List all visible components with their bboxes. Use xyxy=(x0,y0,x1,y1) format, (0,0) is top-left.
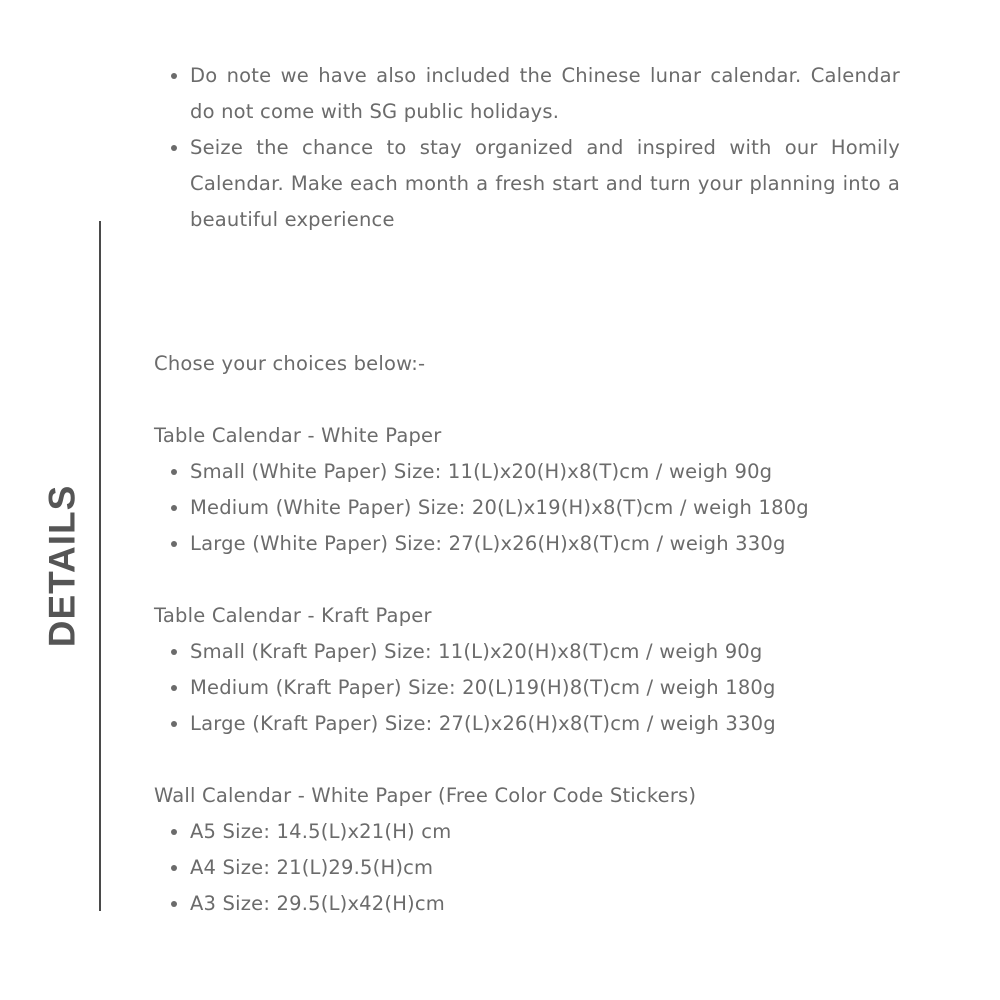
list-item: • Seize the chance to stay organized and inspired with our Homily Calendar. Make each month a fresh start and turn your planning into a beautiful experience xyxy=(190,130,900,238)
list-item: • A5 Size: 14.5(L)x21(H) cm xyxy=(190,814,900,850)
table-white-list xyxy=(154,454,900,562)
details-content xyxy=(154,58,900,922)
choose-instruction: Chose your choices below:- xyxy=(154,352,426,375)
list-item: • Medium (Kraft Paper) Size: 20(L)19(H)8(T)cm / weigh 180g xyxy=(190,670,900,706)
list-item: • Small (White Paper) Size: 11(L)x20(H)x8(T)cm / weigh 90g xyxy=(190,454,900,490)
list-item: • Large (Kraft Paper) Size: 27(L)x26(H)x8(T)cm / weigh 330g xyxy=(190,706,900,742)
section-heading-table-white: Table Calendar - White Paper xyxy=(154,424,442,447)
wall-white-list xyxy=(154,814,900,922)
section-heading-table-kraft: Table Calendar - Kraft Paper xyxy=(154,604,432,627)
section-heading-wall-white: Wall Calendar - White Paper (Free Color Code Stickers) xyxy=(154,784,697,807)
list-item: • Large (White Paper) Size: 27(L)x26(H)x8(T)cm / weigh 330g xyxy=(190,526,900,562)
details-divider-line xyxy=(99,221,101,911)
table-kraft-list xyxy=(154,634,900,742)
list-item: • A3 Size: 29.5(L)x42(H)cm xyxy=(190,886,900,922)
intro-bullet-list xyxy=(154,58,900,238)
list-item: • Medium (White Paper) Size: 20(L)x19(H)x8(T)cm / weigh 180g xyxy=(190,490,900,526)
list-item: • Do note we have also included the Chinese lunar calendar. Calendar do not come with SG public holidays. xyxy=(190,58,900,130)
details-side-label: DETAILS xyxy=(41,484,83,648)
list-item: • Small (Kraft Paper) Size: 11(L)x20(H)x8(T)cm / weigh 90g xyxy=(190,634,900,670)
list-item: • A4 Size: 21(L)29.5(H)cm xyxy=(190,850,900,886)
